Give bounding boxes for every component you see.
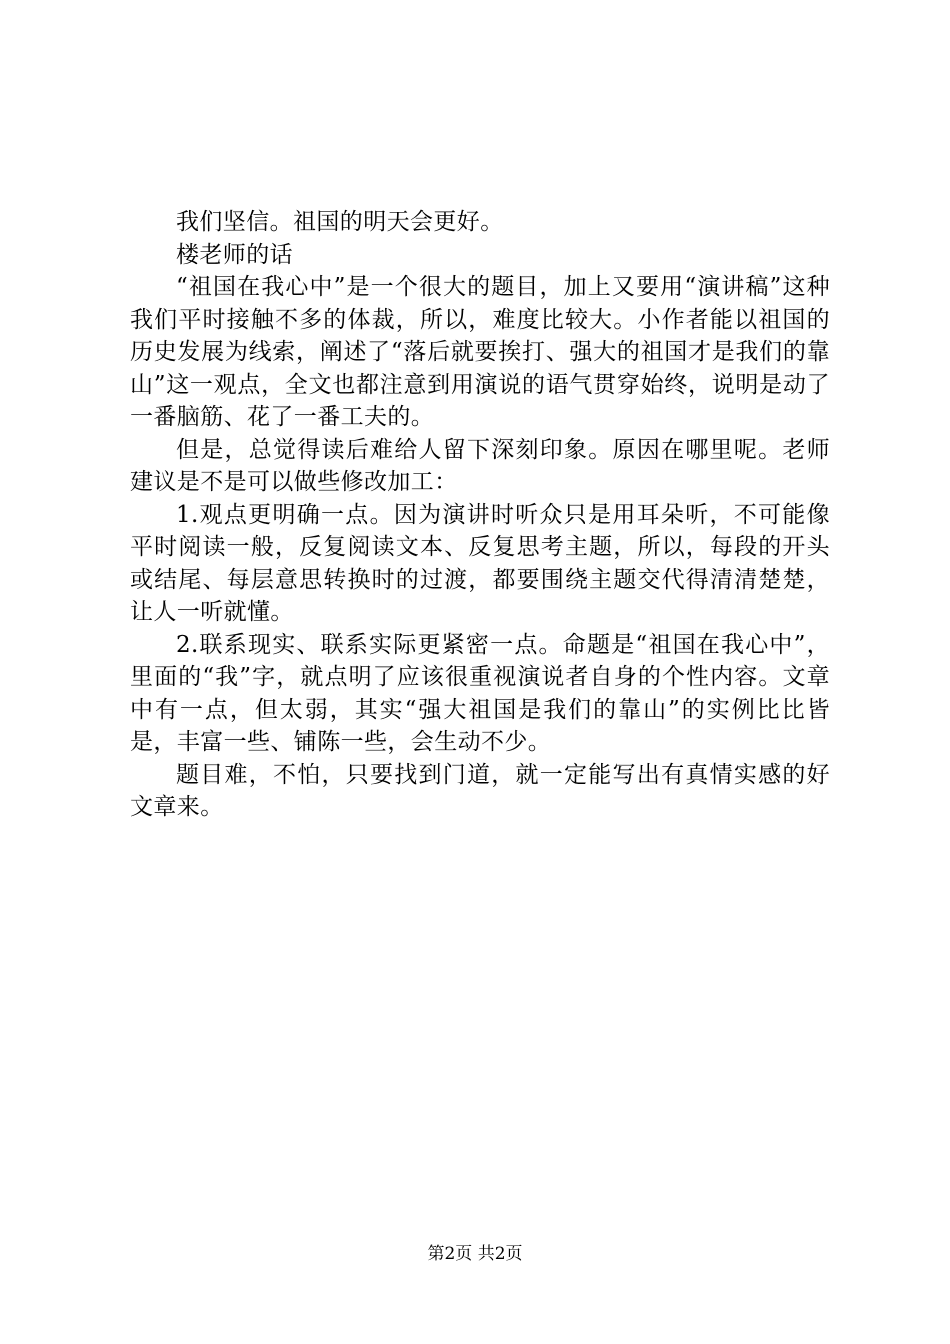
paragraph-encouragement: 题目难，不怕，只要找到门道，就一定能写出有真情实感的好文章来。 <box>130 761 830 820</box>
page-footer: 第2页 共2页 <box>427 1244 523 1264</box>
paragraph-suggestion-1: 1.观点更明确一点。因为演讲时听众只是用耳朵听，不可能像平时阅读一般，反复阅读文本、反复思考主题，所以，每段的开头或结尾、每层意思转换时的过渡，都要围绕主题交代得清清楚楚，让人一听就懂。 <box>130 501 830 625</box>
paragraph-closing-belief: 我们坚信。祖国的明天会更好。 <box>176 209 504 235</box>
paragraph-suggestion-intro: 但是，总觉得读后难给人留下深刻印象。原因在哪里呢。老师建议是不是可以做些修改加工： <box>130 436 830 495</box>
document-body <box>130 206 830 824</box>
paragraph-teacher-heading: 楼老师的话 <box>176 241 293 268</box>
paragraph-teacher-comment: “祖国在我心中”是一个很大的题目，加上又要用“演讲稿”这种我们平时接触不多的体裁，所以，难度比较大。小作者能以祖国的历史发展为线索，阐述了“落后就要挨打、强大的祖国才是我们的靠山”这一观点，全文也都注意到用演说的语气贯穿始终，说明是动了一番脑筋、花了一番工夫的。 <box>130 274 830 430</box>
paragraph-suggestion-2: 2.联系现实、联系实际更紧密一点。命题是“祖国在我心中”，里面的“我”字，就点明了应该很重视演说者自身的个性内容。文章中有一点，但太弱，其实“强大祖国是我们的靠山”的实例比比皆是，丰富一些、铺陈一些，会生动不少。 <box>130 631 830 755</box>
